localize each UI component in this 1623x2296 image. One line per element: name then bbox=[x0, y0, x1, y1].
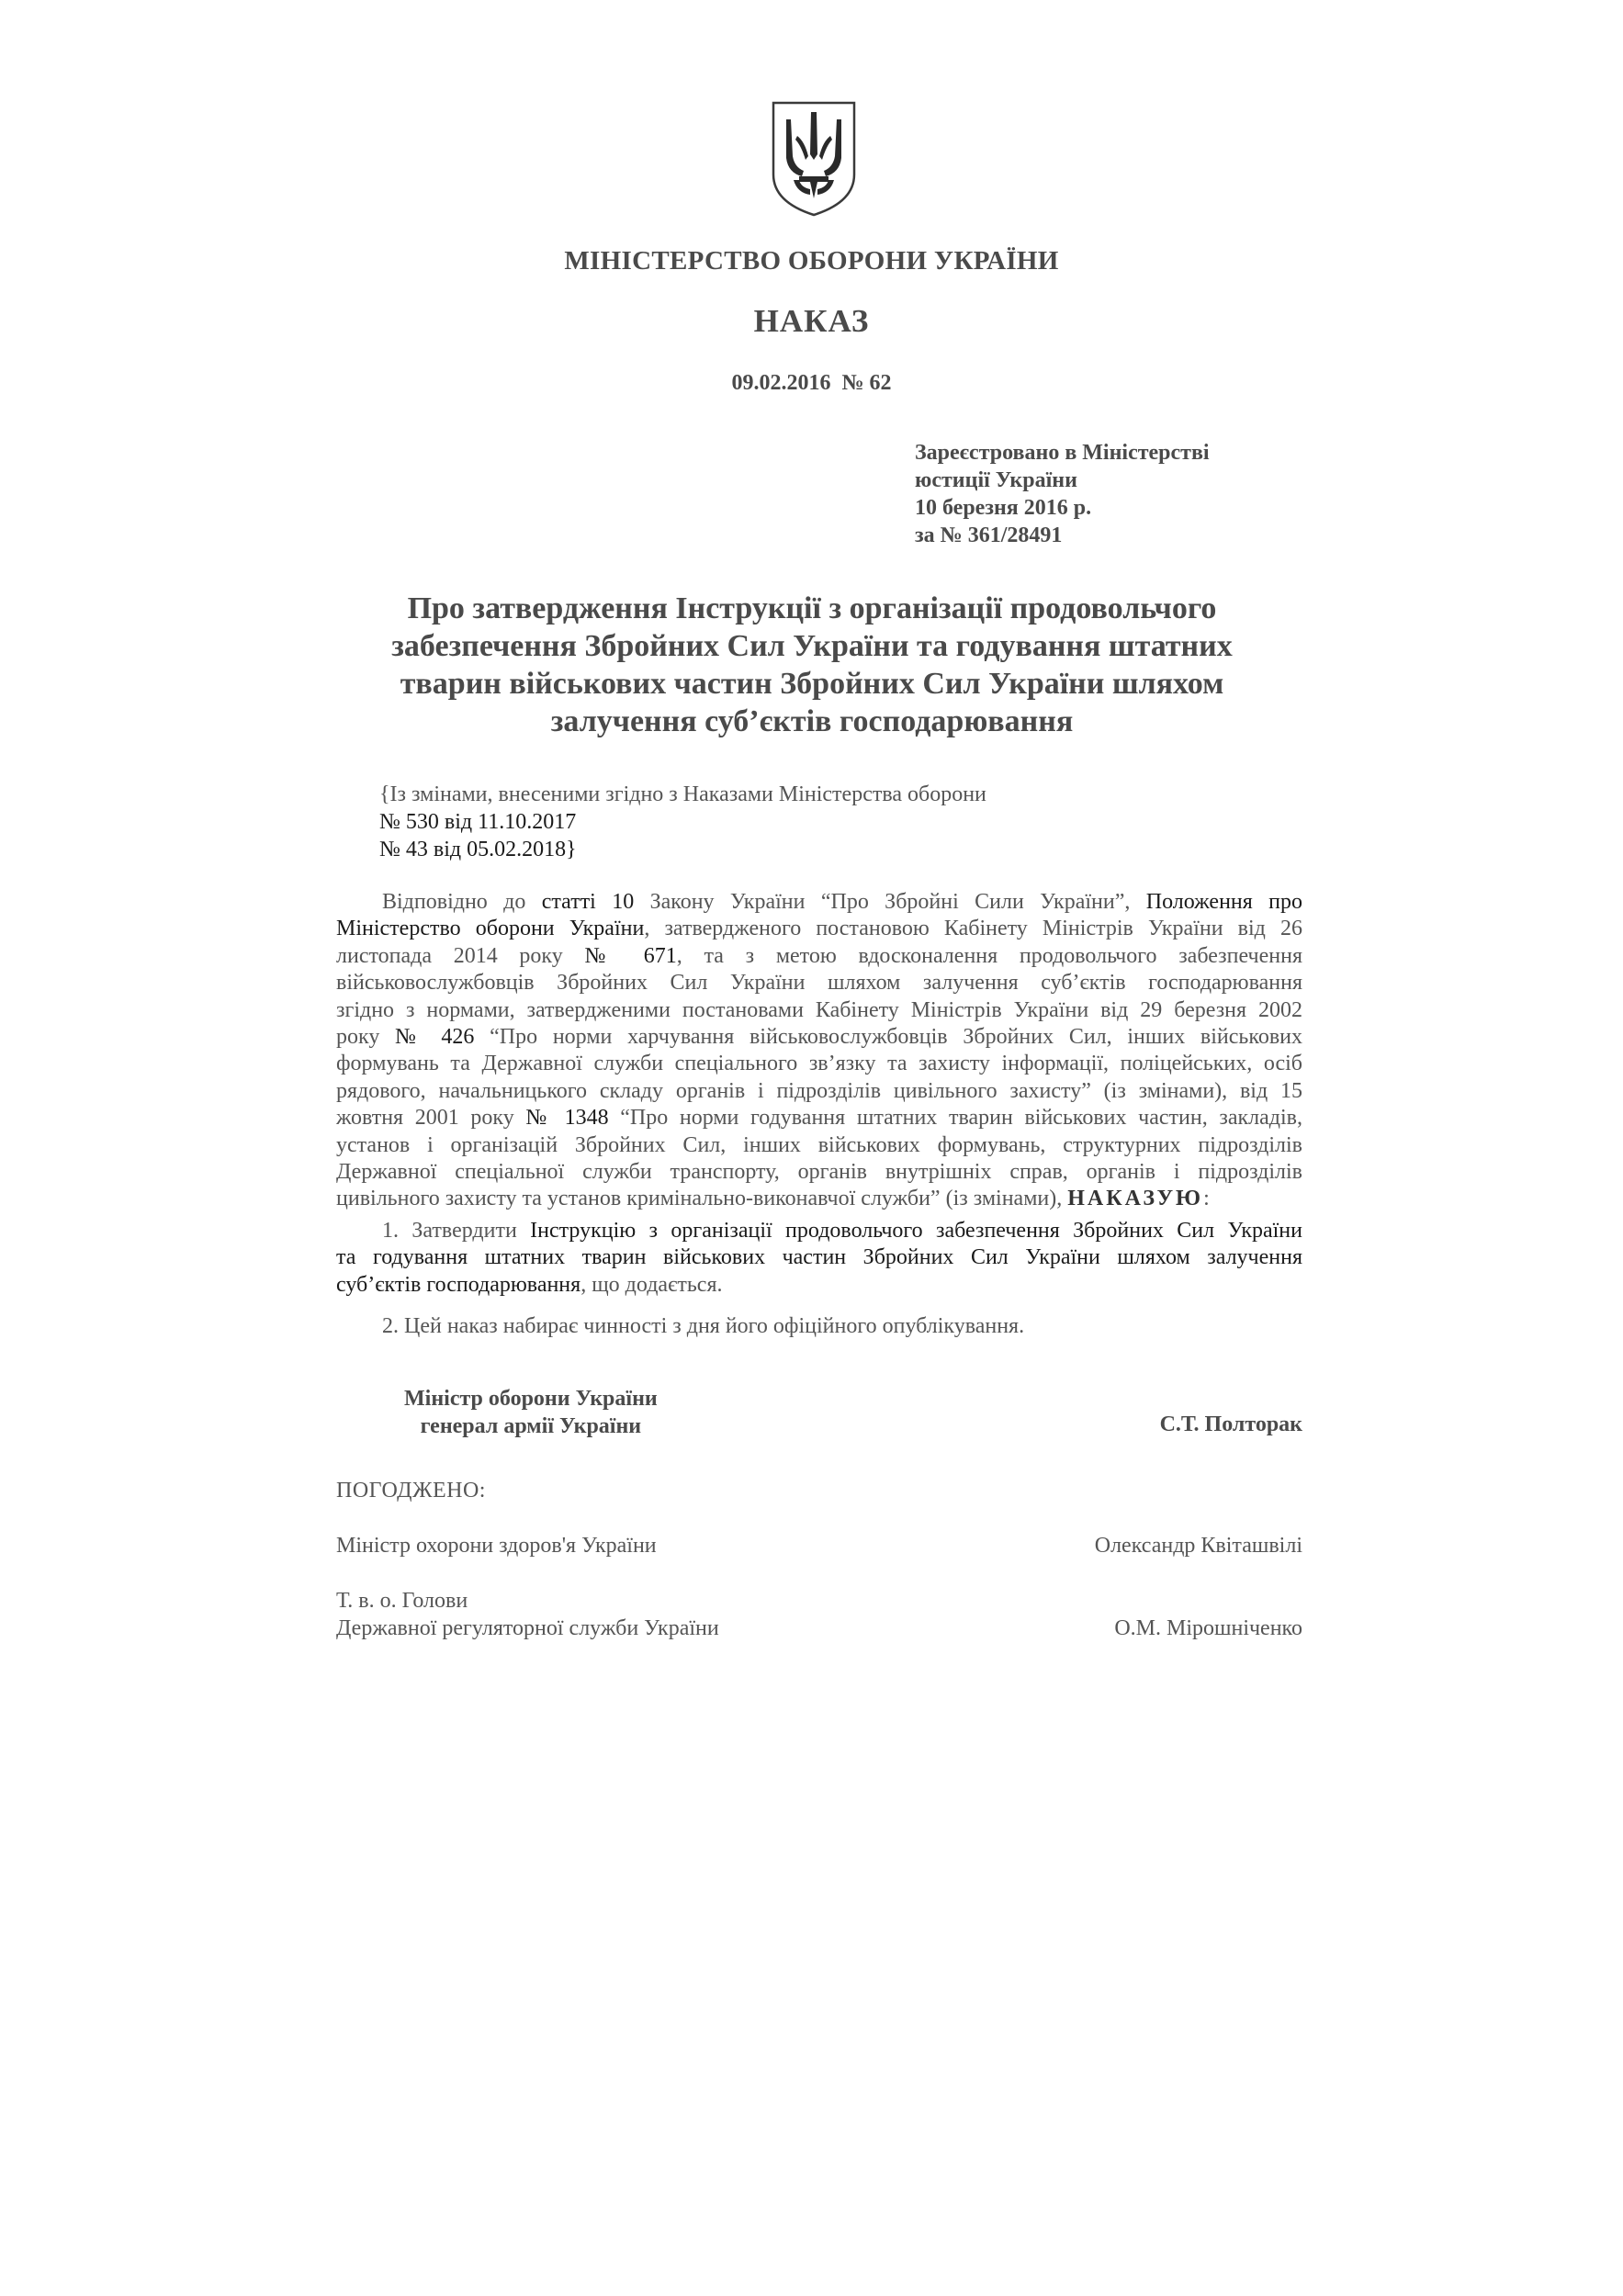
approver-position: Міністр охорони здоров'я України bbox=[336, 1534, 657, 1558]
text-run: “Про норми годування штатних тварин військових частин, закладів, bbox=[608, 1106, 1302, 1131]
text-run: року bbox=[336, 1025, 396, 1050]
title-line: залучення суб’єктів господарювання bbox=[550, 704, 1074, 738]
registration-stamp bbox=[915, 439, 1210, 549]
text-run: : bbox=[1203, 1187, 1210, 1211]
regulation-link[interactable]: Положення про bbox=[1145, 890, 1302, 914]
text-run: цивільного захисту та установ кримінально-виконавчої служби” (із змінами), bbox=[336, 1187, 1068, 1211]
signatory-position-line: Міністр оборони України bbox=[404, 1387, 658, 1411]
text-run: Закону України “Про Збройні Сили України”, bbox=[634, 890, 1146, 914]
law-article-link[interactable]: статті 10 bbox=[541, 890, 635, 914]
approver-name: Олександр Квіташвілі bbox=[1094, 1534, 1302, 1558]
registration-line: юстиції України bbox=[915, 468, 1077, 492]
text-run: листопада 2014 року bbox=[336, 943, 585, 968]
amendments-note bbox=[379, 781, 986, 863]
order-keyword: НАКАЗУЮ bbox=[1067, 1187, 1204, 1211]
approver-position-line: Державної регуляторної служби України bbox=[336, 1616, 719, 1640]
text-run: Відповідно до bbox=[382, 890, 542, 914]
approver-name: О.М. Мірошніченко bbox=[1114, 1616, 1302, 1640]
signatory-name: С.Т. Полторак bbox=[1159, 1412, 1302, 1436]
document-date-number: 09.02.2016 № 62 bbox=[731, 371, 892, 395]
signatory-position bbox=[404, 1385, 658, 1440]
instruction-link[interactable]: суб’єктів господарювання bbox=[336, 1272, 581, 1297]
title-line: Про затвердження Інструкції з організації продовольчого bbox=[407, 591, 1217, 625]
text-line: згідно з нормами, затвердженими постановами Кабінету Міністрів України від 29 березня 2002 bbox=[336, 997, 1302, 1022]
title-line: забезпечення Збройних Сил України та годування штатних bbox=[391, 629, 1233, 663]
resolution-link[interactable]: № 1348 bbox=[525, 1106, 609, 1131]
text-run: 1. Затвердити bbox=[382, 1219, 531, 1243]
resolution-link[interactable]: № 426 bbox=[395, 1025, 475, 1050]
registration-line: 10 березня 2016 р. bbox=[915, 496, 1092, 520]
approvals-heading: ПОГОДЖЕНО: bbox=[336, 1479, 486, 1503]
registration-line: за № 361/28491 bbox=[915, 523, 1063, 547]
coat-of-arms-icon bbox=[770, 99, 858, 219]
document-title bbox=[349, 590, 1275, 740]
title-line: тварин військових частин Збройних Сил України шляхом bbox=[400, 667, 1224, 701]
text-line: військовослужбовців Збройних Сил України шляхом залучення суб’єктів господарювання bbox=[336, 971, 1302, 996]
signatory-position-line: генерал армії України bbox=[420, 1414, 642, 1438]
registration-line: Зареєстровано в Міністерстві bbox=[915, 441, 1210, 465]
ministry-name: МІНІСТЕРСТВО ОБОРОНИ УКРАЇНИ bbox=[564, 246, 1059, 276]
document-type: НАКАЗ bbox=[753, 303, 870, 339]
text-line: формувань та Державної служби спеціального зв’язку та захисту інформації, поліцейських, осіб bbox=[336, 1052, 1302, 1076]
resolution-link[interactable]: № 671 bbox=[584, 943, 677, 968]
text-line: рядового, начальницького складу органів і підрозділів цивільного захисту” (із змінами), від 15 bbox=[336, 1078, 1302, 1103]
approval-row bbox=[336, 1587, 1302, 1642]
text-run: жовтня 2001 року bbox=[336, 1106, 526, 1131]
instruction-link[interactable]: Інструкцію з організації продовольчого забезпечення Збройних Сил України bbox=[530, 1219, 1302, 1243]
instruction-link[interactable]: та годування штатних тварин військових частин Збройних Сил України шляхом залучення bbox=[336, 1245, 1302, 1270]
preamble-paragraph bbox=[336, 889, 1302, 1213]
amendments-intro: {Із змінами, внесеними згідно з Наказами Міністерства оборони bbox=[379, 782, 986, 806]
text-run: , що додається. bbox=[580, 1272, 723, 1297]
approval-row bbox=[336, 1532, 1302, 1559]
text-line: установ і організацій Збройних Сил, інших військових формувань, структурних підрозділів bbox=[336, 1132, 1302, 1157]
text-run: , затвердженого постановою Кабінету Міністрів України від 26 bbox=[644, 917, 1302, 941]
text-run: , та з метою вдосконалення продовольчого забезпечення bbox=[676, 943, 1303, 968]
regulation-link[interactable]: Міністерство оборони України bbox=[336, 917, 645, 941]
approver-position-line: Т. в. о. Голови bbox=[336, 1589, 468, 1613]
text-run: “Про норми харчування військовослужбовців Збройних Сил, інших військових bbox=[474, 1025, 1302, 1050]
amendment-order-link[interactable]: № 43 від 05.02.2018} bbox=[379, 838, 577, 861]
text-line: Державної спеціальної служби транспорту, органів внутрішніх справ, органів і підрозділів bbox=[336, 1160, 1302, 1185]
order-item-1 bbox=[336, 1218, 1302, 1299]
order-item-2: 2. Цей наказ набирає чинності з дня його офіційного опублікування. bbox=[382, 1314, 1025, 1338]
approver-position bbox=[336, 1587, 719, 1642]
amendment-order-link[interactable]: № 530 від 11.10.2017 bbox=[379, 810, 577, 834]
